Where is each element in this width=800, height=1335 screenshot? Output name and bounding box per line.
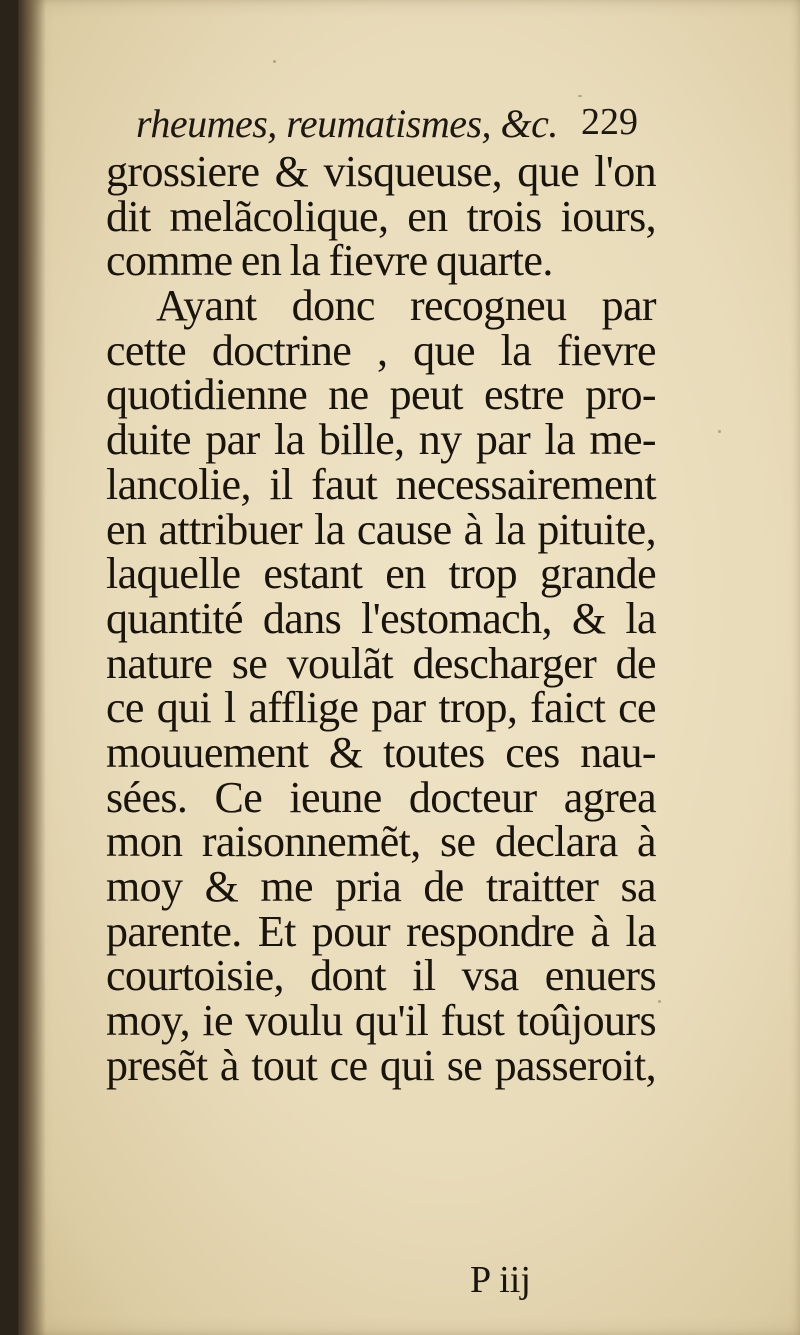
text-line: nature se voulãt descharger de: [106, 638, 656, 688]
text-line: en attribuer la cause à la pituite,: [106, 504, 656, 554]
paper-speck: [578, 95, 582, 97]
text-line: lancolie, il faut necessairement: [106, 459, 656, 509]
text-line: Ayant donc recogneu par: [156, 281, 656, 331]
book-page: [18, 0, 800, 1335]
signature-mark: P iij: [470, 1259, 531, 1301]
paper-speck: [658, 1000, 661, 1003]
text-line: mon raisonnemẽt, se declara à: [106, 817, 656, 867]
text-line: quantité dans l'estomach, & la: [106, 593, 656, 643]
text-line: ce qui l afflige par trop, faict ce: [106, 683, 656, 733]
text-line: courtoisie, dont il vsa enuers: [106, 951, 656, 1001]
text-line: presẽt à tout ce qui se passeroit,: [106, 1040, 656, 1090]
paper-speck: [718, 430, 721, 433]
text-line: quotidienne ne peut estre pro-: [106, 370, 656, 420]
text-line: duite par la bille, ny par la me-: [106, 415, 656, 465]
text-line: grossiere & visqueuse, que l'on: [106, 147, 656, 196]
text-line: laquelle estant en trop grande: [106, 549, 656, 599]
page-number: 229: [581, 101, 638, 143]
text-line: sées. Ce ieune docteur agrea: [106, 772, 656, 822]
text-line: mouuement & toutes ces nau-: [106, 727, 656, 777]
page-gutter-shadow: [18, 0, 46, 1335]
body-text: [106, 147, 656, 1090]
paper-speck: [273, 60, 276, 63]
running-title: rheumes, reumatismes, &c.: [136, 101, 558, 146]
text-line: comme en la fievre quarte.: [106, 236, 553, 286]
text-line: moy, ie voulu qu'il fust toûjours: [106, 996, 656, 1046]
text-line: dit melãcolique, en trois iours,: [106, 191, 656, 241]
text-line: moy & me pria de traitter sa: [106, 862, 656, 911]
text-line: parente. Et pour respondre à la: [106, 906, 656, 956]
text-line: cette doctrine , que la fievre: [106, 325, 656, 375]
